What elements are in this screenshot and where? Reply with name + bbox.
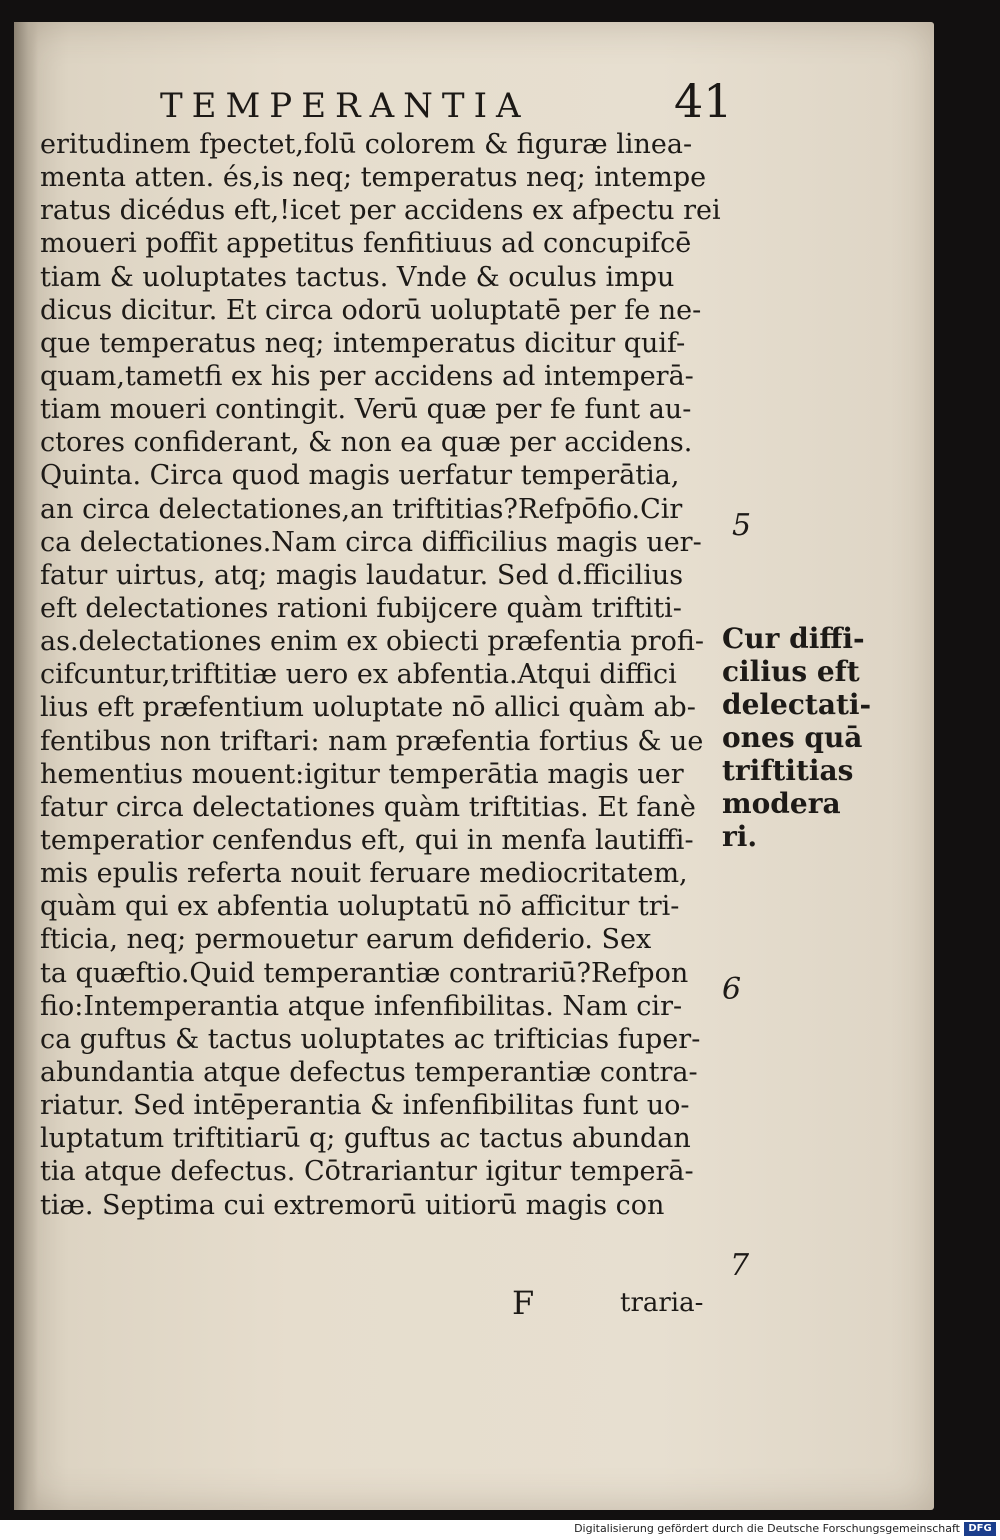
marginal-note-line: Cur diffi- (722, 622, 865, 655)
text-line: as.delectationes enim ex obiecti præfentia profi- (40, 626, 705, 658)
text-line: tiæ. Septima cui extremorū uitiorū magis con (40, 1189, 665, 1221)
text-line: quam,tametfi ex his per accidens ad intemperā- (40, 360, 694, 392)
footer-credit: Digitalisierung gefördert durch die Deutsche Forschungsgemeinschaft (574, 1522, 960, 1535)
body-text (40, 128, 730, 1222)
signature-mark: F (512, 1284, 535, 1322)
text-line: dicus dicitur. Et circa odorū uoluptatē per fe ne- (40, 294, 702, 326)
text-line: ca guftus & tactus uoluptates ac trifticias fuper- (40, 1023, 701, 1055)
marginal-note (722, 622, 882, 853)
text-line: temperatior cenfendus eft, qui in menfa lautiffi- (40, 824, 694, 856)
text-line: ctores confiderant, & non ea quæ per accidens. (40, 427, 693, 459)
margin-number: 7 (730, 1248, 750, 1283)
text-line: fatur uirtus, atq; magis laudatur. Sed d.fficilius (40, 559, 684, 591)
text-line: an circa delectationes,an triftitias?Refpōfio.Cir (40, 493, 683, 525)
catchword: traria- (620, 1288, 704, 1318)
text-line: fticia, neq; permouetur earum defiderio. Sex (40, 924, 652, 956)
marginal-note-line: triftitias (722, 754, 854, 787)
text-line: ratus dicédus eft,!icet per accidens ex afpectu rei (40, 195, 721, 227)
text-line: hementius mouent:igitur temperātia magis uer (40, 758, 684, 790)
text-line: ca delectationes.Nam circa difficilius magis uer- (40, 526, 702, 558)
text-line: tiam & uoluptates tactus. Vnde & oculus impu (40, 261, 675, 293)
text-line: menta atten. és,is neq; temperatus neq; intempe (40, 162, 707, 194)
text-line: que temperatus neq; intemperatus dicitur quif- (40, 327, 686, 359)
marginal-note-line: ri. (722, 820, 758, 853)
text-line: lius eft præfentium uoluptate nō allici quàm ab- (40, 692, 696, 724)
text-line: quàm qui ex abfentia uoluptatū nō afficitur tri- (40, 891, 680, 923)
text-line: tia atque defectus. Cōtrariantur igitur temperā- (40, 1156, 694, 1188)
text-line: ta quæftio.Quid temperantiæ contrariū?Refpon (40, 957, 689, 989)
text-line: abundantia atque defectus temperantiæ contra- (40, 1056, 698, 1088)
dfg-logo: DFG (964, 1522, 996, 1536)
marginal-note-line: ones quā (722, 721, 863, 754)
text-line: Quinta. Circa quod magis uerfatur temperātia, (40, 460, 680, 492)
margin-number: 6 (722, 972, 742, 1007)
text-line: luptatum triftitiarū q; guftus ac tactus abundan (40, 1123, 691, 1155)
footer-bar (0, 1520, 1000, 1540)
text-line: mis epulis referta nouit feruare mediocritatem, (40, 858, 688, 890)
text-line: fatur circa delectationes quàm triftitias. Et fanè (40, 791, 696, 823)
text-line: fio:Intemperantia atque infenfibilitas. Nam cir- (40, 990, 683, 1022)
marginal-note-line: delectati- (722, 688, 872, 721)
text-line: riatur. Sed intēperantia & infenfibilitas funt uo- (40, 1090, 690, 1122)
text-line: moueri poffit appetitus fenfitiuus ad concupifcē (40, 228, 692, 260)
text-line: tiam moueri contingit. Verū quæ per fe funt au- (40, 394, 692, 426)
margin-number: 5 (732, 508, 752, 543)
running-head: TEMPERANTIA (160, 86, 530, 126)
marginal-note-line: cilius eft (722, 655, 860, 688)
marginal-note-line: modera (722, 787, 841, 820)
page-gutter (14, 22, 38, 1510)
text-line: eft delectationes rationi fubijcere quàm triftiti- (40, 592, 682, 624)
text-line: fentibus non triftari: nam præfentia fortius & ue (40, 725, 704, 757)
text-line: eritudinem fpectet,folū colorem & figuræ linea- (40, 129, 693, 160)
page-number: 41 (674, 74, 733, 128)
text-line: cifcuntur,triftitiæ uero ex abfentia.Atqui diffici (40, 659, 677, 691)
